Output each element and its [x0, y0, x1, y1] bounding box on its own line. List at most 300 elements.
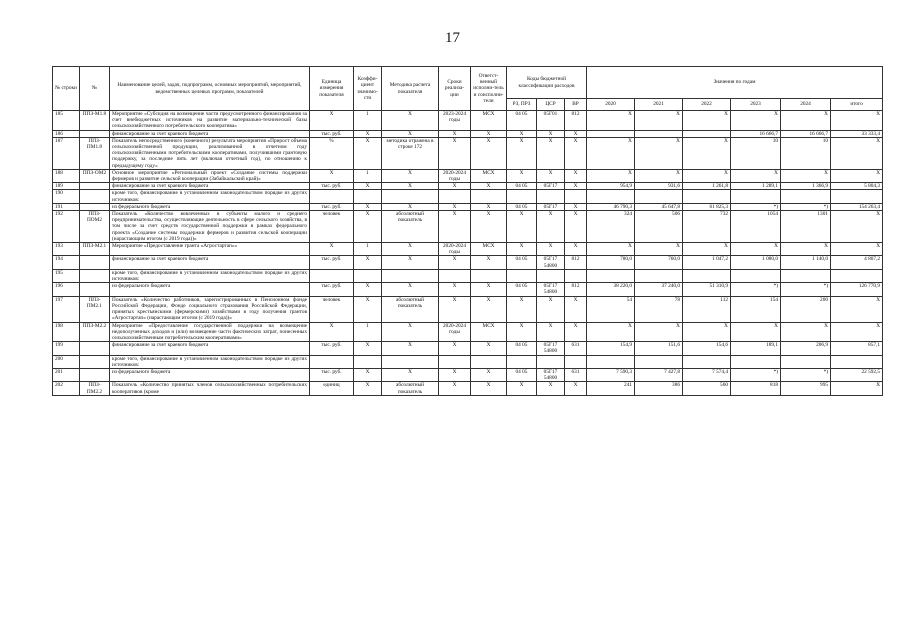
cell-v2024: 1 366,9	[781, 183, 831, 190]
cell-csr: Х	[537, 211, 565, 243]
cell-v2021	[635, 355, 683, 368]
cell-coef: Х	[354, 203, 382, 210]
cell-rz: Х	[507, 243, 537, 256]
cell-num: ППЗ-ПОМ2	[80, 211, 110, 243]
table-row	[53, 111, 883, 131]
cell-v2024: 200	[781, 296, 831, 322]
cell-v2023: Х	[731, 243, 781, 256]
cell-v2021: 760,0	[635, 256, 683, 269]
cell-v2023: 154	[731, 296, 781, 322]
header-values-by-year: Значения по годам	[587, 67, 883, 99]
cell-coef: 1	[354, 169, 382, 182]
header-2020: 2020	[587, 99, 635, 111]
cell-num: ППЗ-ПМ1.8	[80, 137, 110, 169]
cell-vr: 812	[565, 111, 587, 131]
cell-total: Х	[831, 169, 883, 182]
cell-unit: тыс. руб.	[310, 368, 354, 381]
cell-vr: Х	[565, 211, 587, 243]
cell-csr: 05Г01	[537, 111, 565, 131]
cell-rz: 04 05	[507, 183, 537, 190]
page-number: 17	[445, 30, 460, 46]
cell-name: кроме того, финансирование в установленном законодательством порядке из других источников:	[110, 269, 310, 282]
cell-csr: Х	[537, 130, 565, 137]
cell-csr	[537, 269, 565, 282]
cell-v2021: 37 240,0	[635, 283, 683, 296]
cell-num	[80, 183, 110, 190]
cell-v2022: Х	[683, 111, 731, 131]
header-rz: РЗ, ПРЗ	[507, 99, 537, 111]
cell-v2020: Х	[587, 243, 635, 256]
cell-terms: Х	[439, 368, 471, 381]
cell-method: Х	[382, 342, 439, 355]
cell-row: 189	[53, 183, 80, 190]
cell-name: Показатель непосредственного (конечного) результата мероприятия «Прирост объема сельскохозяйственной продукции, реализованной в отчетном году сельскохозяйственными потребительскими кооперативами, получившими грантовую поддержку, за последние пять лет (включая отчетный год), по отношению к предыдущему году»	[110, 137, 310, 169]
cell-csr	[537, 190, 565, 203]
table-row	[53, 283, 883, 296]
cell-coef: Х	[354, 256, 382, 269]
header-terms: Сроки реализа-ции	[439, 67, 471, 111]
cell-coef: Х	[354, 296, 382, 322]
cell-rz: 04 05	[507, 368, 537, 381]
cell-terms	[439, 190, 471, 203]
cell-row: 191	[53, 203, 80, 210]
cell-rz: 04 05	[507, 283, 537, 296]
cell-method	[382, 269, 439, 282]
cell-v2021: 78	[635, 296, 683, 322]
cell-rz: 04 05	[507, 256, 537, 269]
cell-exec: Х	[471, 296, 507, 322]
cell-v2023: 16 666,7	[731, 130, 781, 137]
cell-unit: тыс. руб.	[310, 130, 354, 137]
cell-coef: Х	[354, 137, 382, 169]
cell-vr: 631	[565, 342, 587, 355]
cell-v2022: 154,6	[683, 342, 731, 355]
cell-name: кроме того, финансирование в установленном законодательством порядке из других источников:	[110, 355, 310, 368]
cell-unit	[310, 190, 354, 203]
cell-v2022: Х	[683, 243, 731, 256]
cell-vr: Х	[565, 322, 587, 342]
cell-total: Х	[831, 111, 883, 131]
cell-v2022: Х	[683, 137, 731, 169]
cell-name: из федерального бюджета	[110, 368, 310, 381]
cell-coef: Х	[354, 183, 382, 190]
cell-v2021: 45 647,8	[635, 203, 683, 210]
cell-row: 188	[53, 169, 80, 182]
cell-total: 857,1	[831, 342, 883, 355]
cell-csr: 05Г17	[537, 203, 565, 210]
cell-v2021	[635, 130, 683, 137]
cell-name: финансирование за счет краевого бюджета	[110, 342, 310, 355]
cell-vr: 631	[565, 368, 587, 381]
cell-v2023: 189,1	[731, 342, 781, 355]
cell-exec: Х	[471, 130, 507, 137]
cell-v2024: 10	[781, 137, 831, 169]
cell-method: Х	[382, 368, 439, 381]
header-2024: 2024	[781, 99, 831, 111]
table-row	[53, 342, 883, 355]
cell-exec	[471, 269, 507, 282]
cell-vr	[565, 355, 587, 368]
header-executor: Ответст-венный исполни-тель и соисполни-тели	[471, 67, 507, 111]
cell-name: из федерального бюджета	[110, 203, 310, 210]
cell-rz: Х	[507, 137, 537, 169]
cell-row: 198	[53, 322, 80, 342]
cell-coef: Х	[354, 211, 382, 243]
cell-csr: Х	[537, 382, 565, 395]
cell-v2021: Х	[635, 111, 683, 131]
cell-vr: 812	[565, 283, 587, 296]
cell-exec: Х	[471, 137, 507, 169]
cell-vr: Х	[565, 183, 587, 190]
cell-coef	[354, 355, 382, 368]
cell-num	[80, 269, 110, 282]
cell-csr: Х	[537, 243, 565, 256]
cell-total	[831, 269, 883, 282]
cell-v2020: Х	[587, 111, 635, 131]
cell-v2020: Х	[587, 137, 635, 169]
cell-name: финансирование за счет краевого бюджета	[110, 256, 310, 269]
table-row	[53, 243, 883, 256]
cell-method: Х	[382, 111, 439, 131]
cell-csr: Х	[537, 296, 565, 322]
cell-unit: Х	[310, 243, 354, 256]
cell-exec: МСХ	[471, 169, 507, 182]
cell-vr: Х	[565, 296, 587, 322]
cell-name: Показатель «Количество принятых членов сельскохозяйственных потребительских кооперативов (кроме	[110, 382, 310, 395]
cell-v2022	[683, 130, 731, 137]
cell-name: финансирование за счет краевого бюджета	[110, 130, 310, 137]
cell-v2022: 560	[683, 382, 731, 395]
cell-num: ППЗ-ПМ2.2	[80, 382, 110, 395]
cell-v2024	[781, 355, 831, 368]
cell-v2020: 7 590,3	[587, 368, 635, 381]
cell-vr: Х	[565, 203, 587, 210]
cell-v2022	[683, 355, 731, 368]
header-name: Наименование целей, задач, подпрограмм, основных мероприятий, мероприятий, ведомственных целевых программ, показателей	[110, 67, 310, 111]
cell-row: 193	[53, 243, 80, 256]
cell-exec: Х	[471, 283, 507, 296]
cell-v2021: 506	[635, 211, 683, 243]
cell-num: ППЗ-М2.2	[80, 322, 110, 342]
header-2021: 2021	[635, 99, 683, 111]
cell-method: абсолютный показатель	[382, 211, 439, 243]
header-csr: ЦСР	[537, 99, 565, 111]
cell-method	[382, 355, 439, 368]
cell-v2020: 38 220,0	[587, 283, 635, 296]
cell-method: Х	[382, 130, 439, 137]
cell-v2024	[781, 190, 831, 203]
cell-name: Показатель «Количество работников, зарегистрированных в Пенсионном фонде Российской Федерации, Фонде социального страхования Российской Федерации, принятых крестьянскими (фермерскими) хозяйствами в году получения грантов «Агростартап» (нарастающим итогом (с 2019 года))»	[110, 296, 310, 322]
cell-v2020	[587, 355, 635, 368]
program-table	[52, 66, 883, 396]
cell-csr: 05Г17 54800	[537, 283, 565, 296]
cell-method: абсолютный показатель	[382, 382, 439, 395]
cell-v2022: 61 825,3	[683, 203, 731, 210]
cell-unit: Х	[310, 169, 354, 182]
cell-num: ППЗ-ПМ2.1	[80, 296, 110, 322]
cell-num	[80, 203, 110, 210]
cell-vr	[565, 190, 587, 203]
cell-name: Мероприятие «Предоставление гранта «Агростартап»»	[110, 243, 310, 256]
cell-exec: Х	[471, 183, 507, 190]
cell-unit: %	[310, 137, 354, 169]
cell-coef: 1	[354, 322, 382, 342]
cell-total: Х	[831, 137, 883, 169]
cell-v2023	[731, 190, 781, 203]
cell-csr: Х	[537, 169, 565, 182]
cell-v2020: 154,9	[587, 342, 635, 355]
cell-v2023: Х	[731, 111, 781, 131]
cell-rz	[507, 190, 537, 203]
cell-unit	[310, 269, 354, 282]
cell-v2022: 1 261,8	[683, 183, 731, 190]
cell-unit: тыс. руб.	[310, 342, 354, 355]
cell-unit: Х	[310, 322, 354, 342]
cell-v2024: Х	[781, 111, 831, 131]
cell-row: 194	[53, 256, 80, 269]
header-unit: Единица измерения показателя	[310, 67, 354, 111]
cell-v2024: 995	[781, 382, 831, 395]
cell-unit: тыс. руб.	[310, 183, 354, 190]
cell-rz	[507, 269, 537, 282]
cell-v2023	[731, 269, 781, 282]
cell-v2020: 954,9	[587, 183, 635, 190]
header-2023: 2023	[731, 99, 781, 111]
cell-v2023: 1054	[731, 211, 781, 243]
cell-row: 201	[53, 368, 80, 381]
cell-total: 22 592,5	[831, 368, 883, 381]
cell-terms: Х	[439, 283, 471, 296]
table-row	[53, 203, 883, 210]
cell-total: Х	[831, 322, 883, 342]
cell-v2024	[781, 269, 831, 282]
cell-terms: Х	[439, 256, 471, 269]
cell-csr: 05Г17 54800	[537, 256, 565, 269]
cell-v2024: *)	[781, 203, 831, 210]
cell-total: Х	[831, 296, 883, 322]
cell-v2022	[683, 269, 731, 282]
cell-total	[831, 190, 883, 203]
cell-v2020: Х	[587, 322, 635, 342]
cell-v2024: *)	[781, 368, 831, 381]
cell-v2021: Х	[635, 137, 683, 169]
cell-vr	[565, 269, 587, 282]
cell-v2021: Х	[635, 322, 683, 342]
table-row	[53, 130, 883, 137]
cell-rz: 04 05	[507, 342, 537, 355]
cell-terms: Х	[439, 203, 471, 210]
cell-num: ППЗ-ОМ2	[80, 169, 110, 182]
cell-v2023: 10	[731, 137, 781, 169]
cell-v2021: Х	[635, 243, 683, 256]
cell-v2020	[587, 190, 635, 203]
cell-name: финансирование за счет краевого бюджета	[110, 183, 310, 190]
cell-row: 190	[53, 190, 80, 203]
cell-name: Мероприятие «Субсидия на возмещение части предусмотренного финансирования за счет внебюджетных источников на развитие материально-технической базы сельскохозяйственного потребительского кооператива»	[110, 111, 310, 131]
cell-v2022: 112	[683, 296, 731, 322]
cell-method: Х	[382, 183, 439, 190]
cell-total: Х	[831, 211, 883, 243]
cell-name: Мероприятие «Предоставление государственной поддержки на возмещение недополученных доходов и (или) возмещение части фактических затрат, понесенных сельскохозяйственным потребительским кооперативами»	[110, 322, 310, 342]
cell-method: Х	[382, 256, 439, 269]
header-total: итого	[831, 99, 883, 111]
cell-v2020: 46 790,3	[587, 203, 635, 210]
cell-terms: Х	[439, 130, 471, 137]
cell-unit: тыс. руб.	[310, 283, 354, 296]
cell-exec: Х	[471, 211, 507, 243]
header-vr: ВР	[565, 99, 587, 111]
cell-num	[80, 130, 110, 137]
table-row	[53, 256, 883, 269]
cell-v2021	[635, 190, 683, 203]
cell-csr: 05Г17 54800	[537, 368, 565, 381]
cell-num	[80, 283, 110, 296]
cell-exec: Х	[471, 368, 507, 381]
cell-terms: 2020-2024 годы	[439, 169, 471, 182]
table-row	[53, 169, 883, 182]
cell-total: Х	[831, 243, 883, 256]
cell-method: Х	[382, 169, 439, 182]
cell-method	[382, 190, 439, 203]
cell-v2021: 151,6	[635, 342, 683, 355]
cell-num	[80, 368, 110, 381]
cell-method: абсолютный показатель	[382, 296, 439, 322]
cell-v2020	[587, 130, 635, 137]
cell-unit: единиц	[310, 382, 354, 395]
table-row	[53, 211, 883, 243]
cell-unit	[310, 355, 354, 368]
cell-v2023: 1 080,0	[731, 256, 781, 269]
cell-num	[80, 342, 110, 355]
cell-terms: Х	[439, 342, 471, 355]
cell-total: 126 770,9	[831, 283, 883, 296]
header-method: Методика расчета показателя	[382, 67, 439, 111]
cell-v2020	[587, 269, 635, 282]
cell-row: 196	[53, 283, 80, 296]
cell-v2023: *)	[731, 368, 781, 381]
cell-coef: Х	[354, 382, 382, 395]
table-row	[53, 296, 883, 322]
table-row	[53, 183, 883, 190]
cell-total: 33 333,4	[831, 130, 883, 137]
cell-num	[80, 355, 110, 368]
cell-unit: Х	[310, 111, 354, 131]
table-row	[53, 137, 883, 169]
cell-v2023: *)	[731, 203, 781, 210]
cell-row: 202	[53, 382, 80, 395]
cell-rz: Х	[507, 211, 537, 243]
cell-rz: Х	[507, 130, 537, 137]
cell-coef: 1	[354, 243, 382, 256]
cell-unit: тыс. руб.	[310, 256, 354, 269]
cell-num	[80, 256, 110, 269]
cell-coef: Х	[354, 368, 382, 381]
cell-csr: Х	[537, 137, 565, 169]
cell-v2022: Х	[683, 322, 731, 342]
cell-row: 197	[53, 296, 80, 322]
cell-rz: Х	[507, 169, 537, 182]
cell-unit: человек	[310, 211, 354, 243]
cell-v2022: 1 047,2	[683, 256, 731, 269]
cell-csr: 05Г17 54800	[537, 342, 565, 355]
cell-total: Х	[831, 382, 883, 395]
cell-coef: Х	[354, 130, 382, 137]
cell-v2021: Х	[635, 169, 683, 182]
cell-v2022	[683, 190, 731, 203]
cell-coef	[354, 269, 382, 282]
cell-exec	[471, 190, 507, 203]
cell-vr: 812	[565, 256, 587, 269]
cell-exec: Х	[471, 342, 507, 355]
cell-name: кроме того, финансирование в установленном законодательством порядке из других источников:	[110, 190, 310, 203]
cell-terms: Х	[439, 137, 471, 169]
cell-name: Основное мероприятие «Региональный проект «Создание системы поддержки фермеров и развитие сельской кооперации (Забайкальский край)»	[110, 169, 310, 182]
cell-vr: Х	[565, 130, 587, 137]
cell-row: 185	[53, 111, 80, 131]
cell-method: Х	[382, 243, 439, 256]
cell-num: ППЗ-М2.1	[80, 243, 110, 256]
cell-name: Показатель «Количество вовлеченных в субъекты малого и среднего предпринимательства, осуществляющие деятельность в сфере сельского хозяйства, в том числе за счет средств государственной поддержки в рамках федерального проекта «Создание системы поддержки фермеров и развития сельской кооперации (нарастающим итогом (с 2019 года))»	[110, 211, 310, 243]
cell-v2023: 1 289,1	[731, 183, 781, 190]
cell-v2021: 931,6	[635, 183, 683, 190]
cell-rz: Х	[507, 382, 537, 395]
cell-total: 4 807,2	[831, 256, 883, 269]
cell-terms	[439, 269, 471, 282]
cell-row: 187	[53, 137, 80, 169]
cell-v2023	[731, 355, 781, 368]
cell-v2022: 51 310,9	[683, 283, 731, 296]
cell-terms: Х	[439, 296, 471, 322]
cell-v2023: Х	[731, 322, 781, 342]
cell-terms	[439, 355, 471, 368]
cell-v2020: 780,0	[587, 256, 635, 269]
cell-exec: МСХ	[471, 243, 507, 256]
cell-total: 5 804,3	[831, 183, 883, 190]
cell-v2020: 324	[587, 211, 635, 243]
cell-v2024: 1301	[781, 211, 831, 243]
cell-rz: Х	[507, 322, 537, 342]
cell-exec: МСХ	[471, 322, 507, 342]
table-row	[53, 355, 883, 368]
cell-method: методика отражена в строке 172	[382, 137, 439, 169]
cell-exec: Х	[471, 382, 507, 395]
cell-rz: Х	[507, 296, 537, 322]
cell-vr: Х	[565, 137, 587, 169]
table-row	[53, 269, 883, 282]
table-body	[53, 111, 883, 396]
header-num: №	[80, 67, 110, 111]
cell-v2021	[635, 269, 683, 282]
table-row	[53, 382, 883, 395]
header-row-num: № строки	[53, 67, 80, 111]
cell-row: 199	[53, 342, 80, 355]
table-row	[53, 368, 883, 381]
cell-v2020: 241	[587, 382, 635, 395]
header-coef: Коэффи-циент значимо-сти	[354, 67, 382, 111]
cell-exec: Х	[471, 256, 507, 269]
cell-terms: Х	[439, 183, 471, 190]
cell-terms: Х	[439, 211, 471, 243]
cell-method: Х	[382, 322, 439, 342]
cell-row: 192	[53, 211, 80, 243]
cell-v2022: 7 574,4	[683, 368, 731, 381]
cell-csr: Х	[537, 322, 565, 342]
cell-rz	[507, 355, 537, 368]
cell-total: 154 263,4	[831, 203, 883, 210]
cell-coef: 1	[354, 111, 382, 131]
cell-v2022: 732	[683, 211, 731, 243]
cell-row: 200	[53, 355, 80, 368]
